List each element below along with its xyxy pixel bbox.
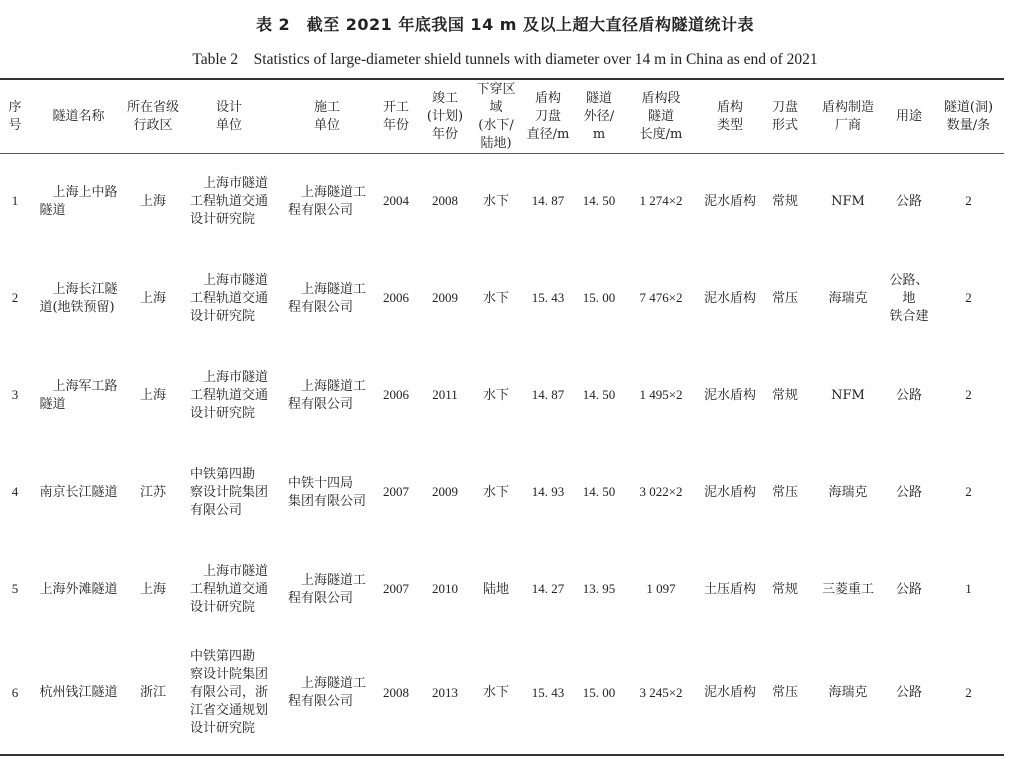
table-row bbox=[0, 541, 1004, 638]
table-cell: 中铁十四局 集团有限公司 bbox=[287, 475, 366, 509]
table-cell: 海瑞克 bbox=[828, 685, 868, 700]
table-cell: 上海长江隧 道(地铁预留) bbox=[39, 281, 118, 315]
table-cell: 15. 43 bbox=[531, 290, 565, 305]
table-cell: 1 097 bbox=[646, 581, 676, 596]
header-cell: 盾构 类型 bbox=[716, 99, 743, 133]
table-cell: 上海隧道工 程有限公司 bbox=[287, 184, 366, 218]
table-cell: 2 bbox=[965, 290, 972, 305]
table-cell: 2009 bbox=[432, 290, 458, 305]
table-cell: 15. 00 bbox=[582, 290, 616, 305]
table-cell: 上海市隧道 工程轨道交通 设计研究院 bbox=[189, 272, 268, 324]
table-cell: 南京长江隧道 bbox=[39, 484, 118, 500]
table-cell: 3 245×2 bbox=[639, 684, 683, 700]
table-cell: 常压 bbox=[771, 484, 798, 500]
table-cell: 水下 bbox=[482, 193, 509, 209]
table-cell: 江苏 bbox=[139, 484, 166, 500]
table-cell: 公路、地 铁合建 bbox=[889, 272, 929, 324]
table-cell: 泥水盾构 bbox=[703, 484, 756, 500]
table-cell: 泥水盾构 bbox=[703, 387, 756, 403]
table-cell: 常规 bbox=[771, 387, 798, 403]
table-cell: 上海外滩隧道 bbox=[39, 581, 118, 597]
header-cell: 盾构段 隧道 长度/m bbox=[639, 90, 683, 142]
table-cell: 土压盾构 bbox=[703, 581, 756, 597]
header-row bbox=[0, 80, 1004, 153]
header-cell: 下穿区域 (水下/ 陆地) bbox=[476, 81, 516, 151]
table-cell: 2011 bbox=[432, 387, 458, 402]
table-cell: 14. 93 bbox=[531, 484, 565, 499]
table-cell: 1 bbox=[965, 581, 972, 596]
table-cell: 2007 bbox=[383, 581, 409, 596]
table-cell: 2 bbox=[965, 484, 972, 499]
table-cell: 5 bbox=[11, 581, 19, 596]
table-cell: 中铁第四勘 察设计院集团 有限公司 bbox=[189, 466, 268, 518]
table-cell: 2009 bbox=[432, 484, 458, 499]
bottom-rule bbox=[0, 754, 1004, 756]
table-cell: 2 bbox=[965, 387, 972, 402]
table-cell: 常压 bbox=[771, 290, 798, 306]
table-cell: 2 bbox=[11, 290, 19, 305]
table-cell: 2008 bbox=[383, 684, 409, 700]
table-cell: 海瑞克 bbox=[828, 484, 868, 500]
table-cell: 3 022×2 bbox=[639, 484, 683, 499]
table-cell: 上海 bbox=[139, 290, 166, 306]
table-cell: 上海市隧道 工程轨道交通 设计研究院 bbox=[189, 563, 268, 615]
table-cell: 2013 bbox=[432, 684, 458, 700]
table-cell: 水下 bbox=[482, 290, 509, 306]
table-cell: 上海 bbox=[139, 387, 166, 403]
table-cell: 2006 bbox=[383, 290, 409, 305]
table-cell: 公路 bbox=[895, 387, 922, 403]
header-cell: 隧道(洞) 数量/条 bbox=[943, 99, 994, 133]
table-cell: 上海隧道工 程有限公司 bbox=[287, 676, 366, 709]
table-cell: 水下 bbox=[482, 387, 509, 403]
table-cell: 14. 87 bbox=[531, 387, 565, 402]
table-cell: 上海隧道工 程有限公司 bbox=[287, 281, 366, 315]
header-cell: 序 号 bbox=[8, 99, 22, 133]
table-cell: 15. 00 bbox=[582, 684, 616, 700]
table-cell: 14. 50 bbox=[582, 193, 616, 208]
table-cell: 4 bbox=[11, 484, 19, 499]
table-cell: 14. 50 bbox=[582, 387, 616, 402]
table-row bbox=[0, 444, 1004, 541]
table-cell: 1 bbox=[11, 193, 19, 208]
table-cell: 上海隧道工 程有限公司 bbox=[287, 572, 366, 606]
table-cell: 3 bbox=[11, 387, 19, 402]
table-cell: 公路 bbox=[895, 581, 922, 597]
table-cell: 常规 bbox=[771, 193, 798, 209]
table-cell: 13. 95 bbox=[582, 581, 616, 596]
table-cell: 常规 bbox=[771, 581, 798, 597]
table-cell: 上海隧道工 程有限公司 bbox=[287, 378, 366, 412]
table-cell: 15. 43 bbox=[531, 684, 565, 700]
table-cell: 常压 bbox=[771, 685, 798, 700]
table-cell: 2008 bbox=[432, 193, 458, 208]
table-cell: 2004 bbox=[383, 193, 409, 208]
table-cell: 2 bbox=[965, 684, 972, 700]
header-cell: 用途 bbox=[895, 108, 922, 124]
table-title-en: Table 2 Statistics of large-diameter shield tunnels with diameter over 14 m in China as end of 2021 bbox=[192, 51, 818, 68]
table-cell: 水下 bbox=[482, 484, 509, 500]
header-cell: 开工 年份 bbox=[382, 99, 409, 133]
header-cell: 所在省级 行政区 bbox=[127, 99, 180, 133]
table-row bbox=[0, 347, 1004, 444]
table-cell: 上海 bbox=[139, 193, 166, 209]
table-cell: 2010 bbox=[432, 581, 458, 596]
table-title-cn: 表 2 截至 2021 年底我国 14 m 及以上超大直径盾构隧道统计表 bbox=[255, 15, 755, 34]
table-cell: 浙江 bbox=[139, 685, 166, 700]
header-cell: 设计 单位 bbox=[215, 99, 242, 133]
table-cell: 泥水盾构 bbox=[703, 290, 756, 306]
header-cell: 施工 单位 bbox=[313, 99, 340, 133]
table-row bbox=[0, 638, 1004, 748]
table-cell: 三菱重工 bbox=[821, 581, 874, 597]
table-cell: 公路 bbox=[895, 484, 922, 500]
table-cell: 2007 bbox=[383, 484, 409, 499]
table-cell: 14. 27 bbox=[531, 581, 565, 596]
table-cell: 1 495×2 bbox=[639, 387, 683, 402]
header-cell: 盾构制造 厂商 bbox=[821, 99, 874, 133]
table-cell: 泥水盾构 bbox=[703, 193, 756, 209]
table-row bbox=[0, 153, 1004, 250]
header-cell: 盾构 刀盘 直径/m bbox=[526, 90, 570, 142]
table-cell: 6 bbox=[11, 684, 19, 700]
table-cell: 泥水盾构 bbox=[703, 685, 756, 700]
table-cell: NFM bbox=[831, 193, 865, 209]
table-cell: 中铁第四勘 察设计院集团 有限公司，浙 江省交通规划 设计研究院 bbox=[189, 649, 268, 736]
table-cell: 陆地 bbox=[482, 581, 509, 597]
table-cell: 公路 bbox=[895, 193, 922, 209]
table-cell: 14. 87 bbox=[531, 193, 565, 208]
header-cell: 隧道 外径/ m bbox=[583, 90, 615, 142]
table-cell: 上海上中路 隧道 bbox=[39, 184, 118, 218]
table-cell: 上海市隧道 工程轨道交通 设计研究院 bbox=[189, 175, 268, 227]
table-cell: 上海 bbox=[139, 581, 166, 597]
header-cell: 隧道名称 bbox=[52, 108, 105, 124]
table-cell: 上海军工路 隧道 bbox=[39, 378, 118, 412]
table-cell: 水下 bbox=[482, 685, 509, 700]
table-cell: 2006 bbox=[383, 387, 409, 402]
table-cell: 上海市隧道 工程轨道交通 设计研究院 bbox=[189, 369, 268, 421]
table-cell: 公路 bbox=[895, 685, 922, 700]
table-cell: 1 274×2 bbox=[639, 193, 683, 208]
header-cell: 刀盘 形式 bbox=[771, 99, 798, 133]
table-cell: 海瑞克 bbox=[828, 290, 868, 306]
table-cell: 14. 50 bbox=[582, 484, 616, 499]
table-row bbox=[0, 250, 1004, 347]
statistics-table bbox=[0, 80, 1004, 748]
table-cell: 7 476×2 bbox=[639, 290, 683, 305]
table-cell: NFM bbox=[831, 387, 865, 403]
table-cell: 杭州钱江隧道 bbox=[39, 685, 118, 700]
table-cell: 2 bbox=[965, 193, 972, 208]
header-cell: 竣工 (计划) 年份 bbox=[426, 90, 464, 142]
